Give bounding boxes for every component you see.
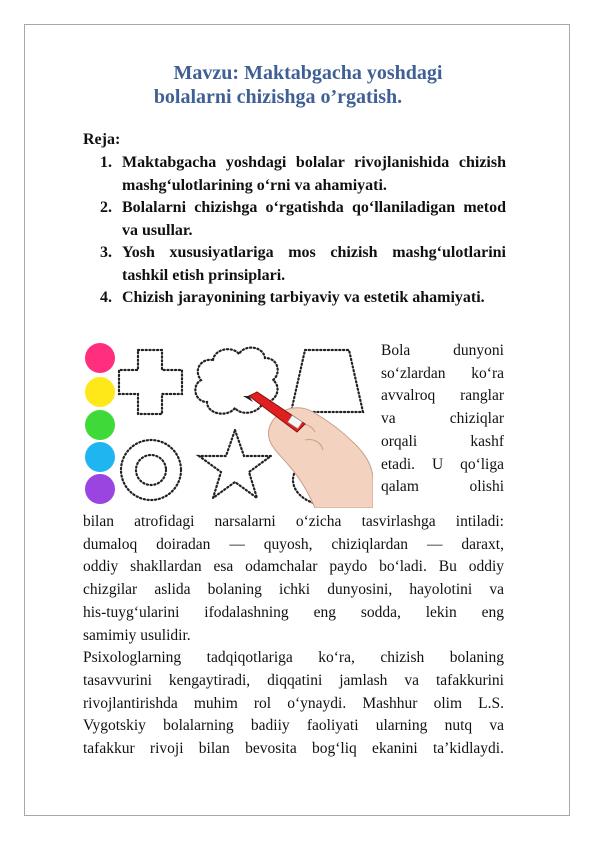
title-line-1: Mavzu: Maktabgacha yoshdagi [173,62,443,84]
side-text-line: Bola dunyoni [381,342,504,359]
plan-item [83,152,506,197]
plan-item [83,197,506,242]
paint-blob-pink [85,343,115,373]
plan-item-text: Maktabgacha yoshdagi bolalar rivojlanishida chizish mashg‘ulotlarining o‘rni va ahamiyati. [122,154,506,194]
paragraph-2 [83,647,504,761]
text-line: his-tuyg‘ularini ifodalashning eng sodda, lekin eng [83,603,504,621]
drawing-illustration [83,340,373,508]
side-text-line: orqali kashf [381,432,504,450]
paint-blobs [85,343,115,504]
cross-shape [119,350,182,414]
paint-blob-purple [85,474,115,504]
star-shape [199,430,271,498]
circle-ring-outer [121,440,181,500]
paragraph-1 [83,511,504,647]
side-text-line: so‘zlardan ko‘ra [381,364,504,382]
plan-list [83,152,506,310]
plan-item [83,287,506,310]
text-line: tafakkur rivoji bilan bevosita bog‘liq ekanini ta’kidlaydi. [83,740,504,758]
side-text-line: va chiziqlar [381,410,504,428]
side-text [381,340,504,499]
plan-item-text: Yosh xususiyatlariga mos chizish mashg‘ulotlarini tashkil etish prinsiplari. [122,244,506,284]
paint-blob-green [85,410,115,440]
paint-blob-blue [85,442,115,472]
title-line-2: bolalarni chizishga o’rgatish. [153,86,403,108]
text-line: dumaloq doiradan — quyosh, chiziqlardan — daraxt, [83,535,504,553]
paint-blob-yellow [85,377,115,407]
body-text [83,511,504,761]
text-line: rivojlantirishda muhim rol o‘ynaydi. Mashhur olim L.S. [83,694,504,712]
text-line: tasavvurini kengaytiradi, diqqatini jamlash va tafakkurini [83,671,504,689]
plan-item-text: Bolalarni chizishga o‘rgatishda qo‘llaniladigan metod va usullar. [122,199,506,239]
plan-item-text: Chizish jarayonining tarbiyaviy va estetik ahamiyati. [122,289,485,306]
side-text-line: etadi. U qo‘liga [381,455,504,473]
plan-item-number: 2. [100,199,112,216]
plan-item-number: 1. [100,154,112,171]
side-text-line: qalam olishi [381,478,504,496]
text-line: chizgilar aslida bolaning ichki dunyosini, hayolotini va [83,581,504,599]
plan-item [83,242,506,287]
side-text-line: avvalroq ranglar [381,387,504,405]
plan-item-number: 3. [100,244,112,261]
text-line: Vygotskiy bolalarning badiiy faoliyati ularning nutq va [83,717,504,735]
circle-ring-inner [136,455,166,485]
plan-heading: Reja: [83,131,121,148]
plan-item-number: 4. [100,289,112,306]
text-line: Psixologlarning tadqiqotlariga ko‘ra, chizish bolaning [83,649,504,667]
text-line: oddiy shakllardan esa odamchalar paydo bo‘ladi. Bu oddiy [83,558,504,576]
trapezoid-shape [291,350,363,412]
text-line: samimiy usulidir. [83,626,191,644]
text-line: bilan atrofidagi narsalarni o‘zicha tasvirlashga intiladi: [83,513,504,530]
